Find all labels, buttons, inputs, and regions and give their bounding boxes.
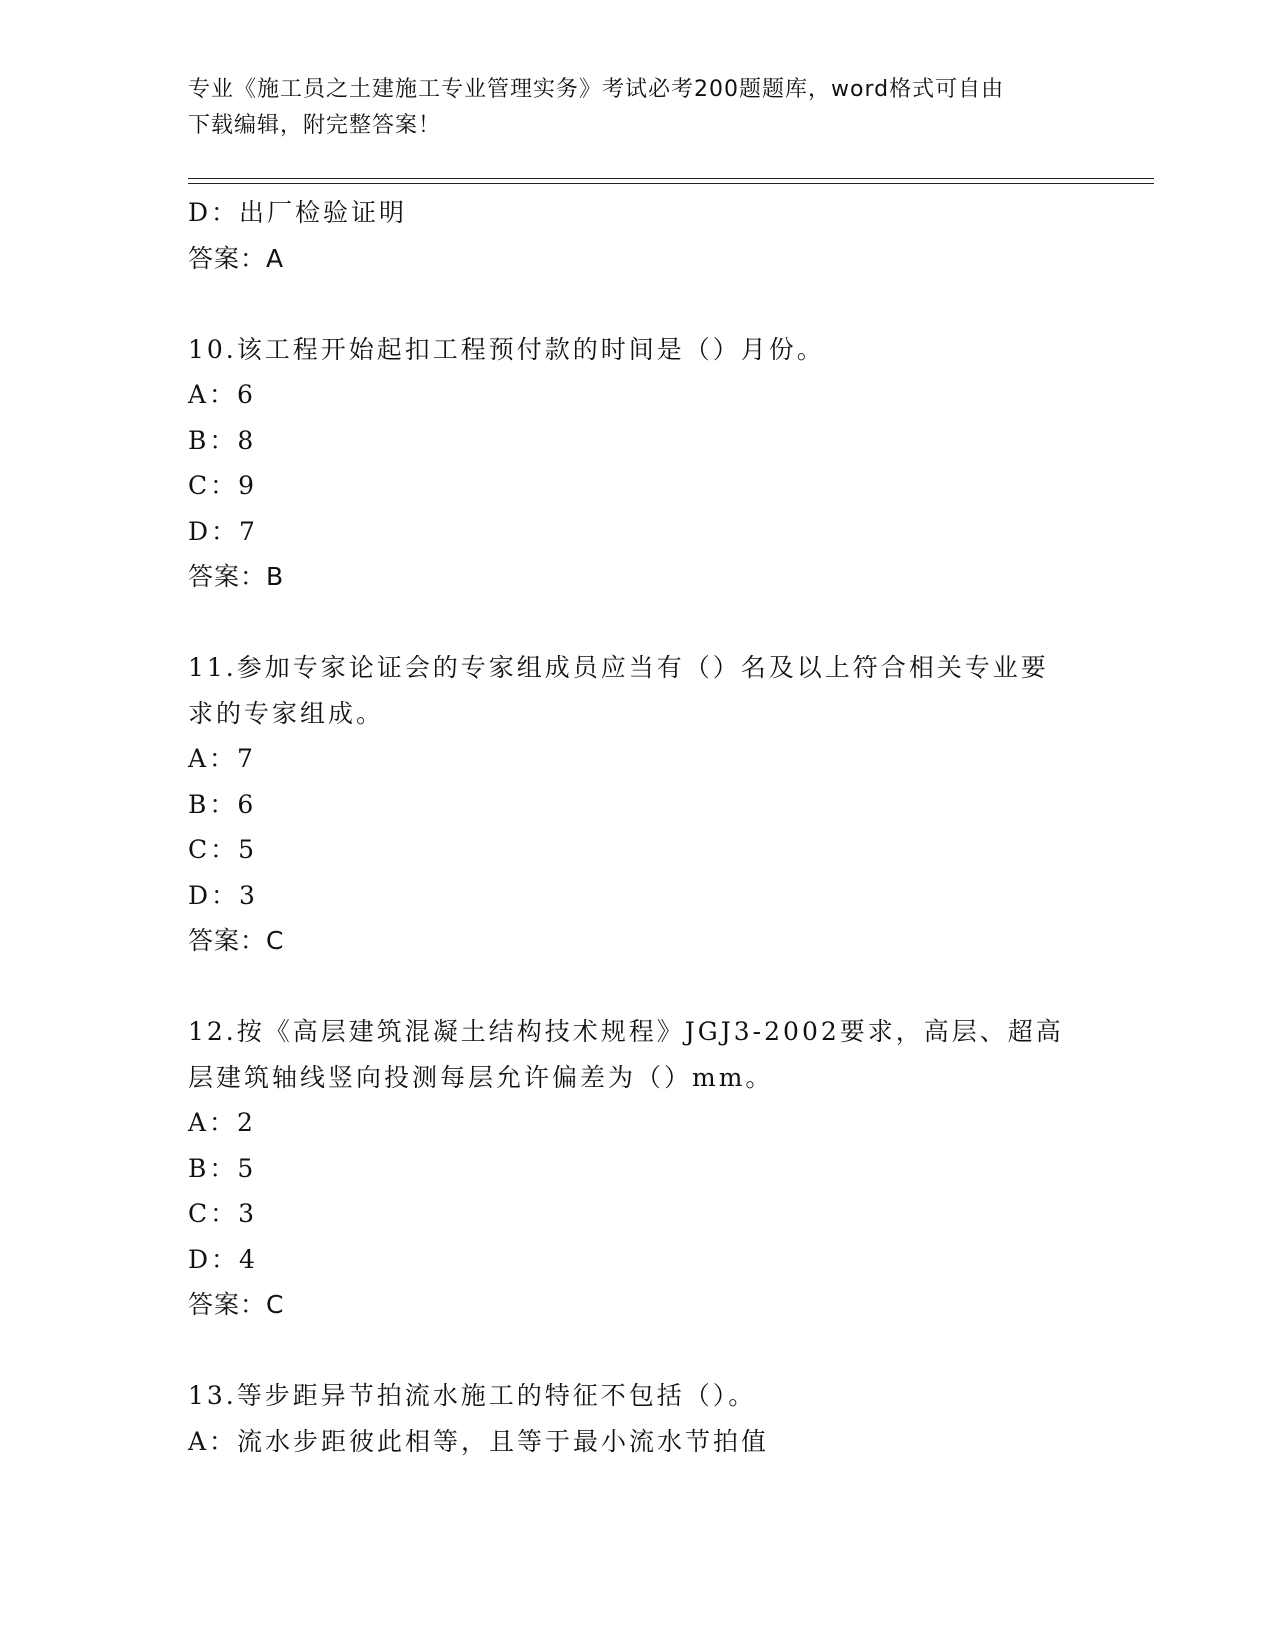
- question-11: [188, 645, 1088, 964]
- option-b: B：5: [188, 1153, 257, 1183]
- answer: 答案：C: [188, 1290, 285, 1319]
- option-c: C：5: [188, 835, 258, 864]
- option-a: A：7: [188, 744, 256, 773]
- header-divider-top: [188, 178, 1154, 179]
- question-stem: 12.按《高层建筑混凝土结构技术规程》JGJ3-2002要求，高层、超高: [188, 1017, 1064, 1046]
- option-a: A：6: [188, 380, 256, 409]
- answer: 答案：C: [188, 926, 285, 955]
- question-13: [188, 1373, 1088, 1464]
- option-d: D：7: [188, 516, 258, 546]
- question-10: [188, 327, 1088, 600]
- header-divider-bottom: [188, 183, 1154, 184]
- option-c: C：3: [188, 1199, 258, 1228]
- spacer: [188, 281, 1088, 327]
- spacer: [188, 964, 1088, 1010]
- prev-answer: 答案：A: [188, 243, 285, 273]
- question-stem: 13.等步距异节拍流水施工的特征不包括（）。: [188, 1381, 757, 1410]
- question-12: [188, 1009, 1088, 1328]
- option-b: B：6: [188, 789, 257, 819]
- option-b: B：8: [188, 425, 257, 455]
- question-stem: 11.参加专家论证会的专家组成员应当有（）名及以上符合相关专业要: [188, 653, 1049, 682]
- spacer: [188, 1328, 1088, 1374]
- option-a: A：流水步距彼此相等，且等于最小流水节拍值: [188, 1426, 770, 1456]
- header-line-1: 专业《施工员之土建施工专业管理实务》考试必考200题题库，word格式可自由: [188, 77, 1005, 102]
- answer: 答案：B: [188, 562, 285, 591]
- spacer: [188, 600, 1088, 646]
- header-line-2: 下载编辑，附完整答案！: [188, 113, 442, 138]
- question-stem: 10.该工程开始起扣工程预付款的时间是（）月份。: [188, 334, 825, 364]
- prev-option-d: D：出厂检验证明: [188, 198, 408, 227]
- option-d: D：4: [188, 1244, 258, 1274]
- document-header: [188, 72, 1088, 144]
- question-stem-continued: 层建筑轴线竖向投测每层允许偏差为（）mm。: [188, 1062, 774, 1092]
- question-stem-continued: 求的专家组成。: [188, 698, 385, 728]
- option-c: C：9: [188, 471, 258, 500]
- question-list: [188, 190, 1088, 1464]
- option-a: A：2: [188, 1108, 256, 1137]
- option-d: D：3: [188, 880, 258, 910]
